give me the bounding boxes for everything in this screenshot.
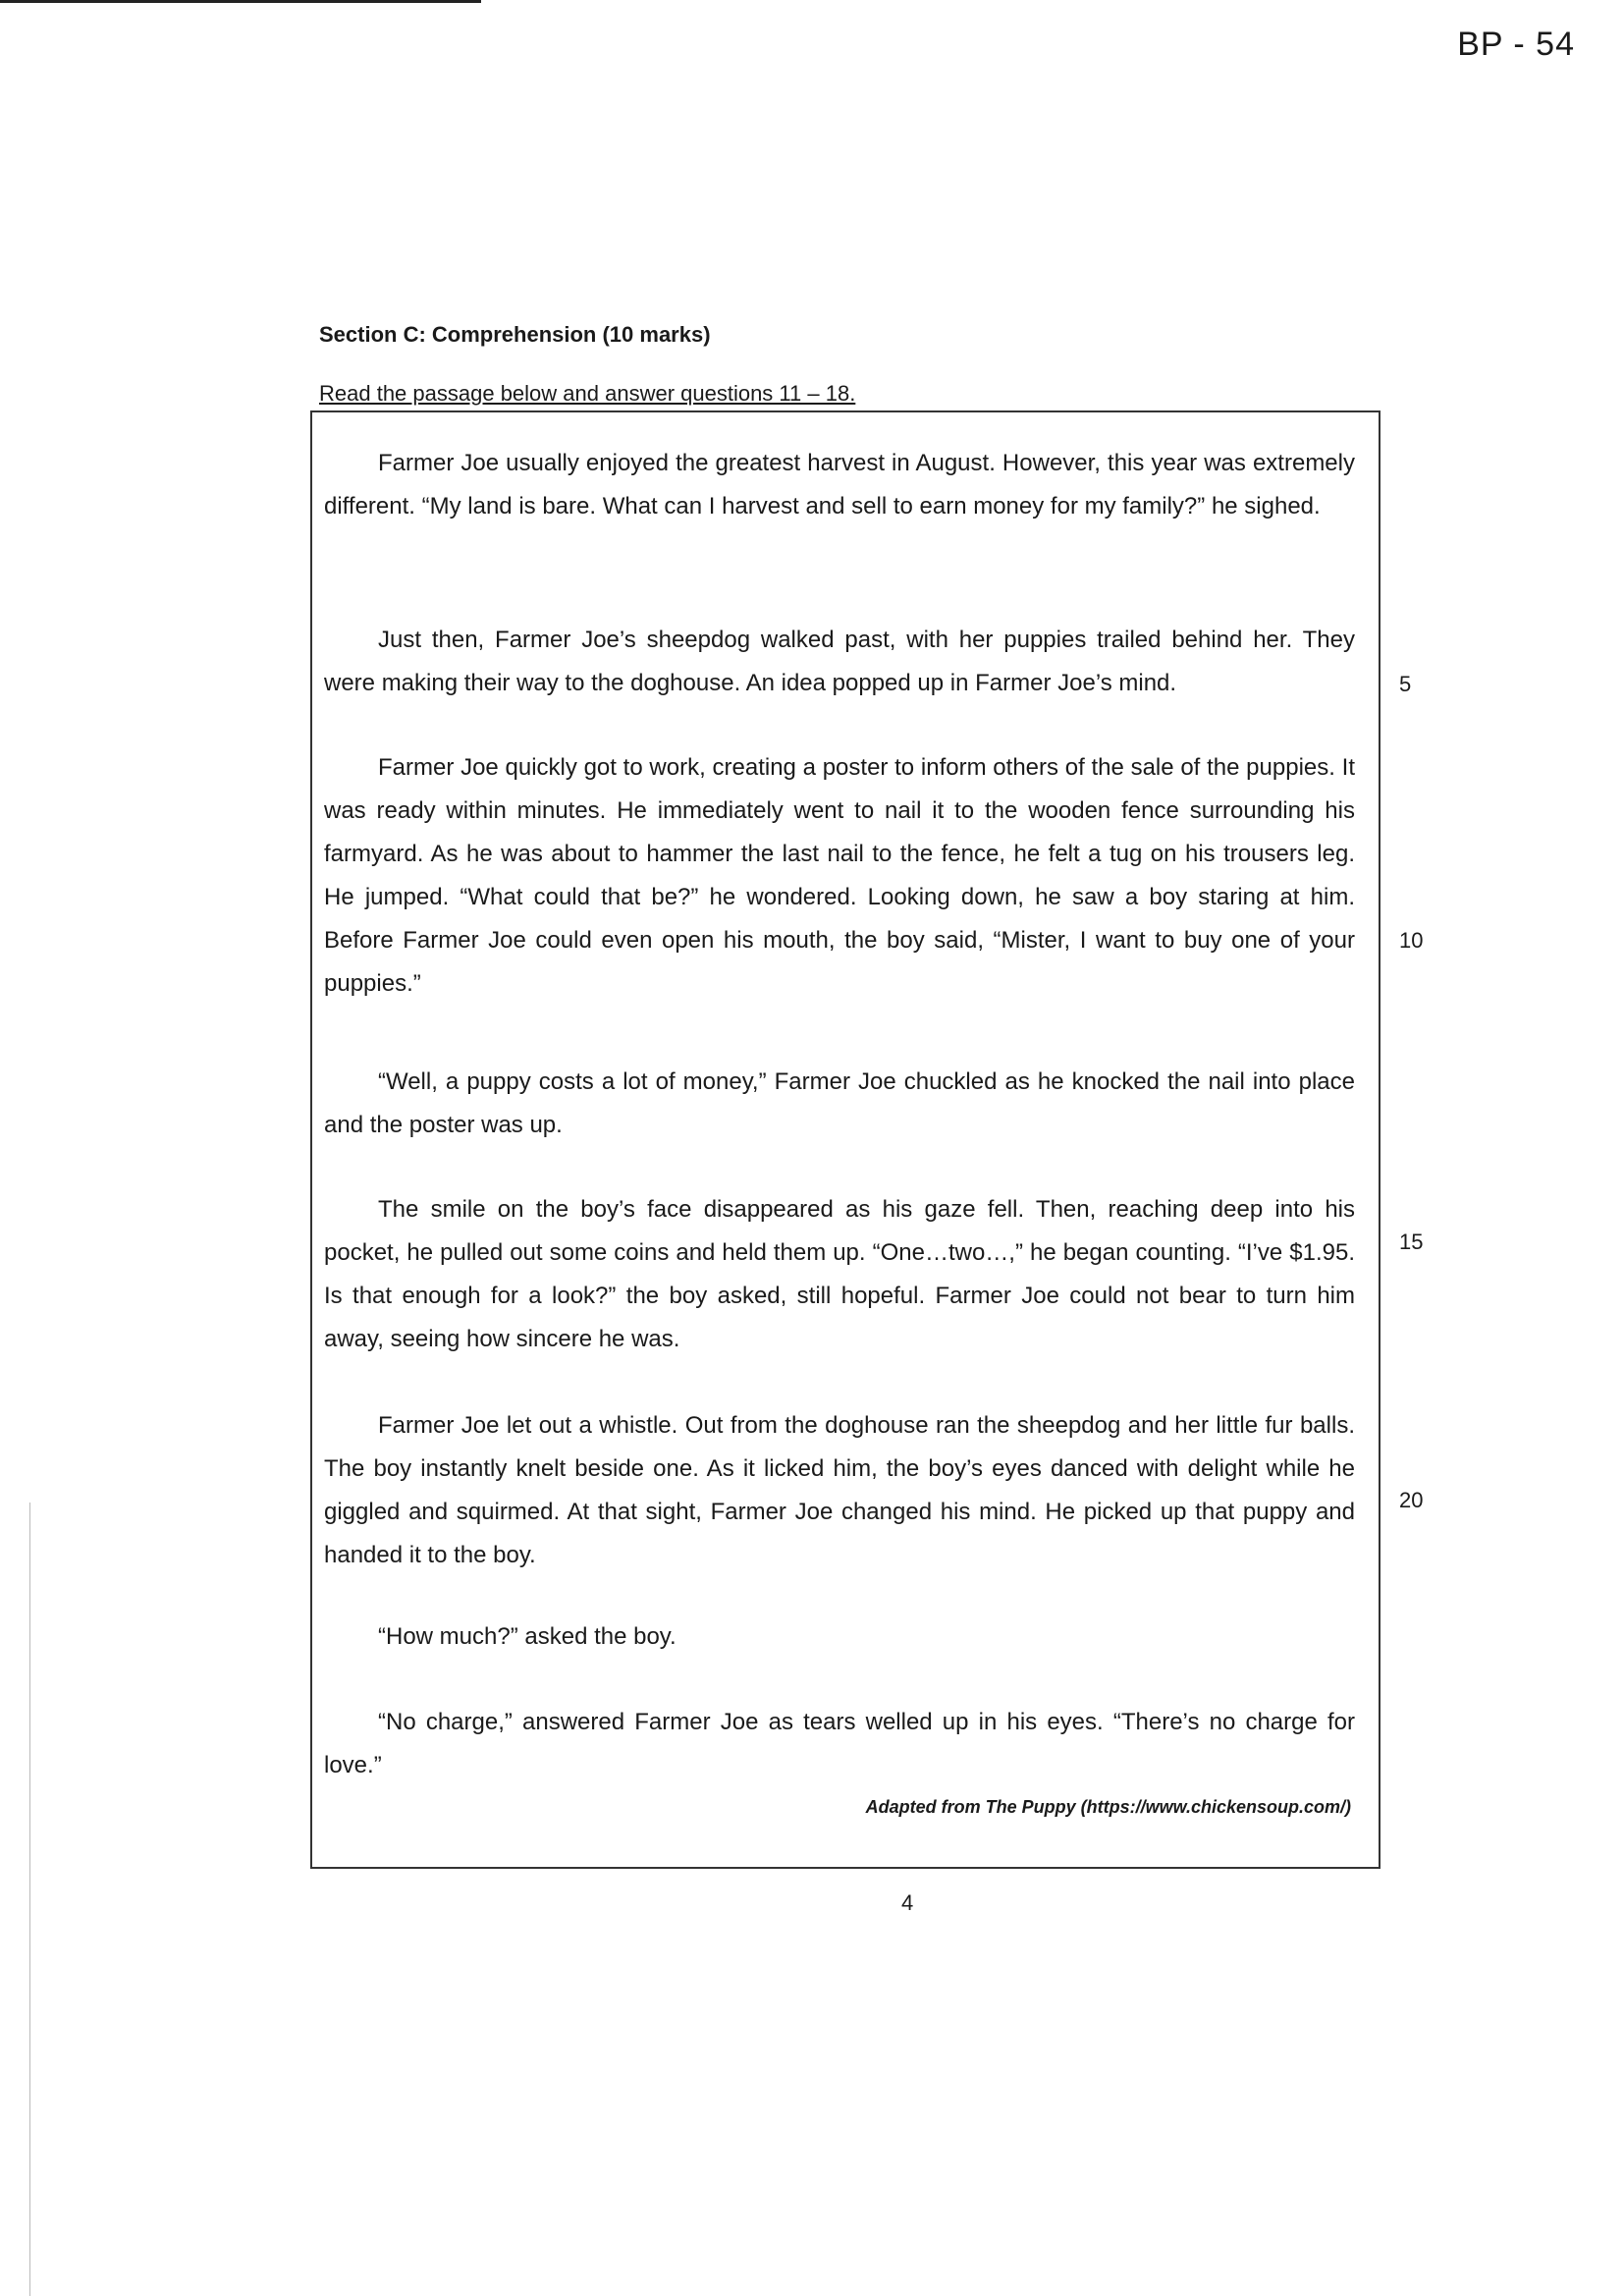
passage-paragraph-5: The smile on the boy’s face disappeared as his gaze fell. Then, reaching deep into his pocket, he pulled out some coins and held them up. “One…two…,” he began counting. “I’ve $1.95. Is that enough for a look?” the boy asked, still hopeful. Farmer Joe could not bear to turn him away, seeing how sincere he was. [324,1196,1355,1352]
passage-paragraph-1: Farmer Joe usually enjoyed the greatest harvest in August. However, this year was extremely different. “My land is bare. What can I harvest and sell to earn money for my family?” he sighed. [324,450,1355,519]
passage-box [310,410,1380,1869]
line-number: 20 [1399,1488,1424,1512]
top-border-rule [0,0,481,3]
passage-paragraph-8: “No charge,” answered Farmer Joe as tears welled up in his eyes. “There’s no charge for love.” [324,1709,1355,1778]
page-number: 4 [901,1890,914,1915]
passage-paragraph-3: Farmer Joe quickly got to work, creating a poster to inform others of the sale of the puppies. It was ready within minutes. He immediately went to nail it to the wooden fence surrounding his farmyard. As he was about to hammer the last nail to the fence, he felt a tug on his trousers leg. He jumped. “What could that be?” he wondered. Looking down, he saw a boy staring at him. Before Farmer Joe could even open his mouth, the boy said, “Mister, I want to buy one of your puppies.” [324,754,1355,997]
page-code: BP - 54 [1457,26,1575,63]
line-number: 10 [1399,928,1424,953]
left-margin-rule [29,1503,30,2296]
instruction-text: Read the passage below and answer questions 11 – 18. [319,381,856,406]
section-heading: Section C: Comprehension (10 marks) [319,322,711,347]
passage-paragraph-2: Just then, Farmer Joe’s sheepdog walked past, with her puppies trailed behind her. They were making their way to the doghouse. An idea popped up in Farmer Joe’s mind. [324,627,1355,696]
line-number: 5 [1399,672,1412,696]
passage-source: Adapted from The Puppy (https://www.chickensoup.com/) [865,1797,1351,1817]
passage-paragraph-4: “Well, a puppy costs a lot of money,” Farmer Joe chuckled as he knocked the nail into place and the poster was up. [324,1068,1355,1138]
line-number: 15 [1399,1230,1424,1254]
passage-paragraph-6: Farmer Joe let out a whistle. Out from the doghouse ran the sheepdog and her little fur balls. The boy instantly knelt beside one. As it licked him, the boy’s eyes danced with delight while he giggled and squirmed. At that sight, Farmer Joe changed his mind. He picked up that puppy and handed it to the boy. [324,1412,1355,1568]
passage-paragraph-7: “How much?” asked the boy. [378,1623,677,1650]
